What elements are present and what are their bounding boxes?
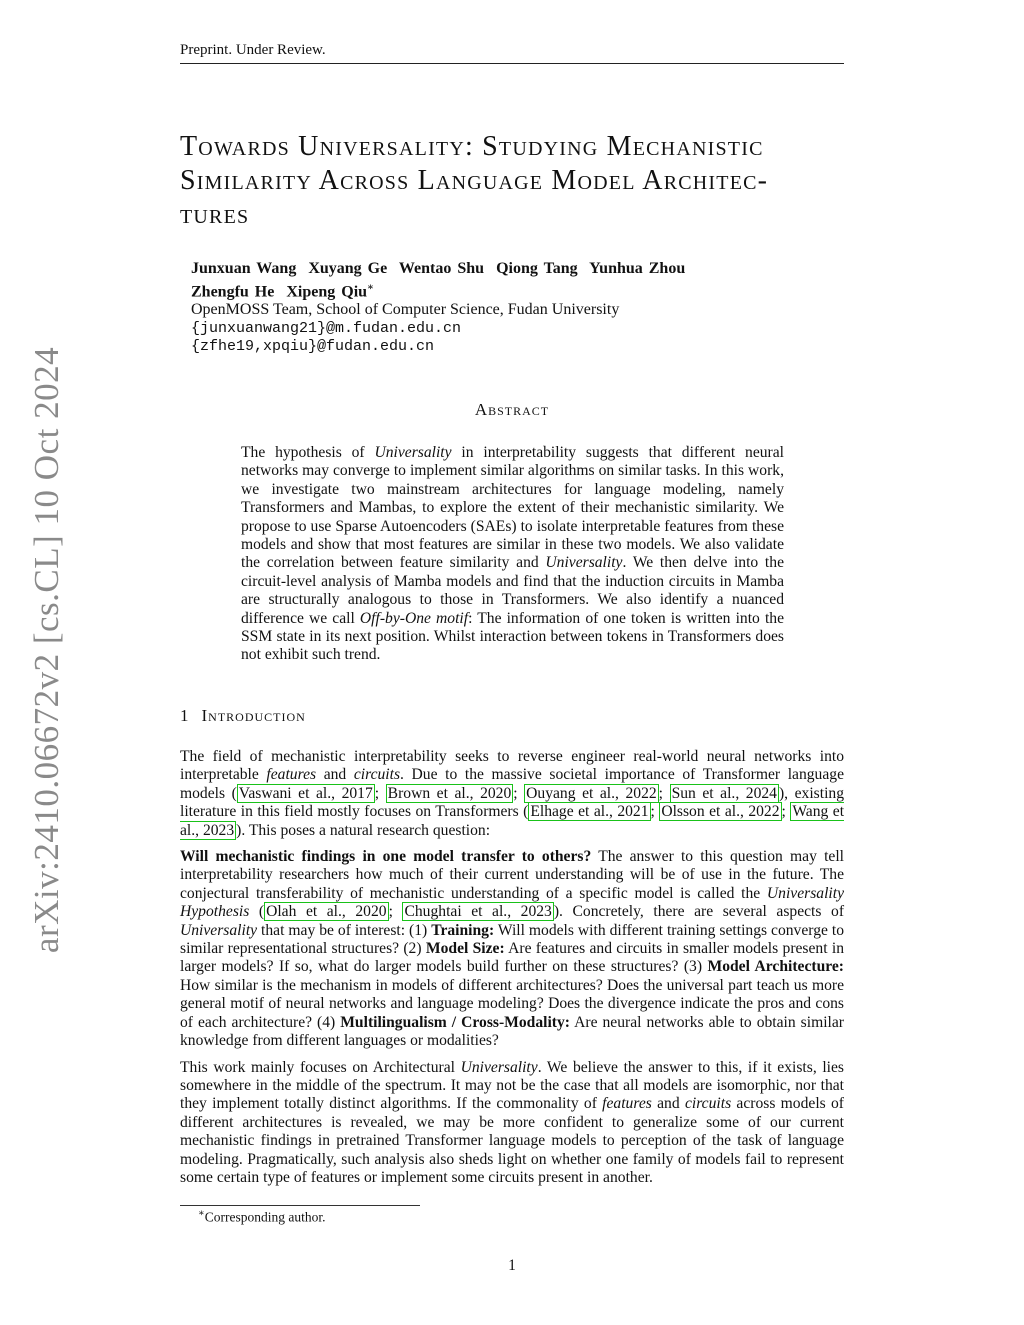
emphasis: Universality	[374, 444, 452, 461]
text-run: ). Concretely, there are several aspects of	[553, 903, 845, 921]
page-number: 1	[508, 1257, 516, 1274]
text-run: . We believe the answer to this, if it exists, lies somewhere in the middle of the spectrum. It may not be the case that all models are isomorphic, nor that they implement totally distinct algorithms. If the commonality of	[180, 1058, 844, 1113]
title-line: Towards Universality: Studying Mechanistic	[180, 131, 764, 162]
text-run: : The information of one token is written into the SSM state in its next position. Whilst interaction between tokens in Transformers does not exhibit such trend.	[241, 609, 784, 664]
paper-title	[180, 130, 844, 232]
footnote	[198, 1208, 326, 1226]
corresponding-author-mark: ∗	[367, 281, 374, 293]
author-names-line-1: Junxuan Wang Xuyang Ge Wentao Shu Qiong Tang Yunhua Zhou	[191, 260, 686, 277]
text-run: How similar is the mechanism in models of different architectures? Does the universal part teach us more general motif of neural networks and language modeling? Does the divergence indicate the pros and cons of each architecture? (4)	[180, 976, 844, 1031]
running-header: Preprint. Under Review.	[180, 42, 844, 64]
title-line: tures	[180, 199, 250, 230]
section-number: 1	[180, 706, 190, 725]
text-run: ), existing literature in this field mostly focuses on Transformers (	[180, 784, 845, 821]
paragraph	[180, 748, 844, 840]
text-run: ;	[658, 784, 670, 802]
emphasis: Universality	[180, 921, 258, 939]
text-run: Will models with different training settings converge to similar representational structures? (2)	[180, 921, 845, 958]
citation-link[interactable]: Elhage et al., 2021	[530, 803, 649, 821]
citation-link[interactable]: Olsson et al., 2022	[661, 803, 780, 821]
text-run: ;	[650, 803, 660, 821]
text-run: The answer to this question may tell interpretability researchers how much of their current understanding will be of use in the future. The conjectural transferability of mechanistic understanding of a specific model is called the	[180, 848, 845, 902]
paragraph	[180, 1059, 844, 1188]
text-run: across models of different architectures is revealed, we may be more confident to generalize some of our current mechanistic findings in pretrained Transformer language models to perception of the task of language modeling. Pragmatically, such analysis also sheds light on whether one family of models fail to represent some certain type of features or implement some circuits present in another.	[180, 1095, 844, 1186]
emphasis: circuits	[684, 1095, 732, 1113]
abstract-heading: Abstract	[474, 400, 550, 419]
emphasis: circuits	[353, 766, 401, 784]
text-run: in interpretability suggests that different neural networks may converge to implement similar algorithms on similar tasks. In this work, we investigate two mainstream architectures for language modeling, namely Transformers and Mambas, to explore the extent of their mechanistic similarity. We propose to use Sparse Autoencoders (SAEs) to isolate interpretable features from these models and show that most features are similar in these two models. We also validate the correlation between feature similarity and	[241, 444, 784, 572]
text-run: ;	[374, 784, 386, 802]
paragraph	[180, 848, 844, 1050]
bold-run: Will mechanistic findings in one model transfer to others?	[180, 848, 592, 866]
section-heading	[180, 706, 306, 726]
arxiv-identifier[interactable]: arXiv:2410.06672v2 [cs.CL] 10 Oct 2024	[27, 346, 66, 954]
author-block	[191, 260, 831, 357]
title-line: Similarity Across Language Model Architec-	[180, 165, 769, 196]
text-run: ;	[781, 803, 791, 821]
email-line[interactable]: {junxuanwang21}@m.fudan.edu.cn	[191, 319, 462, 337]
bold-run: Multilingualism / Cross-Modality:	[340, 1013, 570, 1031]
citation-link[interactable]: Brown et al., 2020	[387, 784, 512, 802]
bold-run: Training:	[431, 921, 495, 939]
author-names-line-2	[191, 279, 831, 302]
text-run: Are neural networks able to obtain similar knowledge from different languages or modalities?	[180, 1013, 844, 1050]
citation-link[interactable]: Vaswani et al., 2017	[238, 784, 373, 802]
bold-run: Model Size:	[425, 940, 505, 958]
emphasis: features	[602, 1095, 652, 1113]
citation-link[interactable]: Olah et al., 2020	[266, 903, 387, 921]
text-run: . Due to the massive societal importance of Transformer language models (	[180, 766, 844, 802]
text-run: ;	[388, 903, 403, 921]
text-run: This work mainly focuses on Architectural	[180, 1058, 461, 1076]
emphasis: features	[266, 766, 317, 784]
affiliation: OpenMOSS Team, School of Computer Science, Fudan University	[191, 301, 620, 319]
citation-link[interactable]: Wang et al., 2023	[180, 803, 845, 839]
emphasis: Off-by-One motif	[359, 609, 469, 627]
text-run: that may be of interest: (1)	[257, 921, 432, 939]
footnote-text: Corresponding author.	[204, 1209, 326, 1225]
text-run: (	[249, 903, 265, 921]
footnote-mark: ∗	[198, 1208, 205, 1219]
text-run: The field of mechanistic interpretability seeks to reverse engineer real-world neural networks into interpretable	[180, 748, 844, 784]
section-title: Introduction	[201, 706, 306, 725]
email-line[interactable]: {zfhe19,xpqiu}@fudan.edu.cn	[191, 338, 435, 356]
citation-link[interactable]: Ouyang et al., 2022	[526, 784, 657, 802]
text-run: and	[316, 766, 354, 784]
emphasis: Universality	[545, 554, 623, 572]
text-run: Are features and circuits in smaller models present in larger models? If so, what do larger models build further on these structures? (3)	[180, 940, 844, 976]
text-run: ;	[513, 784, 525, 802]
body-text	[180, 748, 844, 1195]
citation-link[interactable]: Chughtai et al., 2023	[404, 903, 552, 921]
footnote-divider	[180, 1205, 420, 1206]
bold-run: Model Architecture:	[707, 958, 845, 976]
abstract-text	[241, 444, 784, 665]
text-run: ). This poses a natural research question:	[236, 821, 491, 839]
citation-link[interactable]: Sun et al., 2024	[671, 784, 777, 802]
author-names: Zhengfu He Xipeng Qiu	[191, 282, 368, 300]
text-run: and	[651, 1095, 685, 1113]
emphasis: Universality Hypothesis	[180, 884, 844, 921]
text-run: The hypothesis of	[241, 444, 375, 461]
emphasis: Universality	[460, 1058, 538, 1076]
text-run: . We then delve into the circuit-level analysis of Mamba models and find that the induction circuits in Mamba are structurally analogous to those in Transformers. We also identify a nuanced difference we call	[241, 554, 784, 627]
